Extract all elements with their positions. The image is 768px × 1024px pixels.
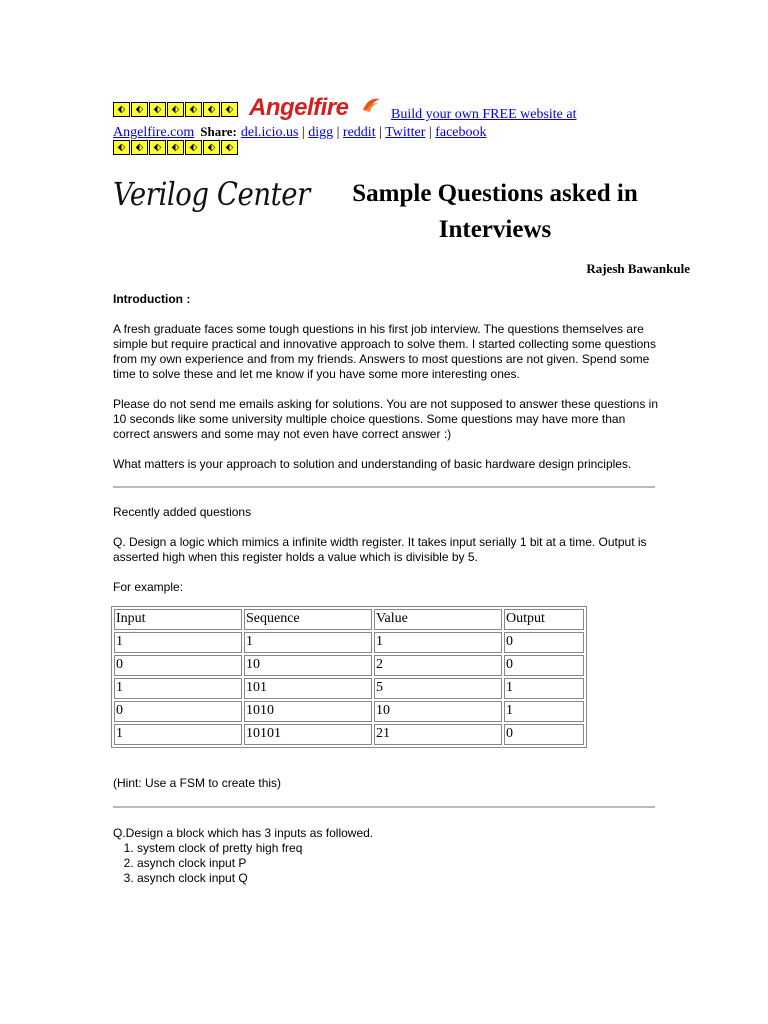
table-cell: 1 [114,632,242,653]
table-cell: 101 [244,678,372,699]
table-row [114,655,584,676]
share-digg-link[interactable]: digg [308,125,334,140]
table-cell: 5 [374,678,502,699]
question-2: Q.Design a block which has 3 inputs as followed. [113,826,374,840]
table-row [114,701,584,722]
table-header-row [114,609,584,630]
table-header-cell: Output [504,609,584,630]
table-header-cell: Sequence [244,609,372,630]
table-cell: 1 [114,724,242,745]
table-cell: 10 [374,701,502,722]
table-cell: 10101 [244,724,372,745]
ad-tile-icon: ⬖ [131,140,148,155]
table-cell: 0 [504,655,584,676]
ad-tile-icon: ⬖ [167,102,184,117]
ad-tile-icon: ⬖ [149,140,166,155]
table-header-cell: Input [114,609,242,630]
question-2-list [113,841,658,886]
share-reddit-link[interactable]: reddit [342,125,376,140]
ad-tile-icon: ⬖ [131,102,148,117]
table-cell: 0 [504,632,584,653]
page-title: Sample Questions asked in Interviews [352,180,638,243]
table-cell: 0 [114,701,242,722]
divider [113,486,655,488]
table-cell: 1 [504,701,584,722]
article-body [113,292,658,886]
table-cell: 0 [114,655,242,676]
ad-tile-icon: ⬖ [149,102,166,117]
ad-tile-row-top [113,102,239,118]
verilog-center-logo: Verilog Center [113,175,310,213]
ad-tile-icon: ⬖ [221,102,238,117]
angelfire-logo[interactable]: Angelfire [249,94,349,121]
ad-tile-icon: ⬖ [167,140,184,155]
table-cell: 1010 [244,701,372,722]
table-cell: 21 [374,724,502,745]
table-cell: 1 [244,632,372,653]
example-table [111,606,587,748]
angelfire-flame-icon [361,96,381,114]
intro-heading: Introduction : [113,292,191,306]
table-cell: 0 [504,724,584,745]
separator: | [336,125,340,140]
ad-tile-icon: ⬖ [185,102,202,117]
question-1: Q. Design a logic which mimics a infinite width register. It takes input serially 1 bit at a time. Output is asserted high when this register holds a value which is divisible by 5. [113,535,647,564]
angelfire-com-link[interactable]: Angelfire.com [113,125,195,140]
hint-text: (Hint: Use a FSM to create this) [113,776,282,790]
ad-tile-icon: ⬖ [203,140,220,155]
table-row [114,724,584,745]
separator: | [379,125,382,140]
list-item: 3. asynch clock input Q [137,871,658,886]
share-label: Share: [200,124,237,139]
ad-tile-icon: ⬖ [221,140,238,155]
build-website-link[interactable]: Build your own FREE website at [391,107,577,122]
share-twitter-link[interactable]: Twitter [385,125,426,140]
table-cell: 2 [374,655,502,676]
table-cell: 1 [374,632,502,653]
example-label: For example: [113,580,184,594]
intro-paragraph: A fresh graduate faces some tough questions in his first job interview. The questions themselves are simple but require practical and innovative approach to solve them. I started collecting some questions from my own experience and from my friends. Answers to most questions are not given. Spend some time to solve these and let me know if you have some more interesting ones. [113,322,656,381]
ad-tile-icon: ⬖ [203,102,220,117]
divider [113,806,655,808]
table-row [114,678,584,699]
table-cell: 1 [114,678,242,699]
list-item: 2. asynch clock input P [137,856,658,871]
recent-heading: Recently added questions [113,505,252,519]
author-name: Rajesh Bawankule [586,261,690,276]
table-header-cell: Value [374,609,502,630]
separator: | [301,125,305,140]
separator: | [428,125,432,140]
ad-tile-row-bottom [113,140,239,156]
ad-tile-icon: ⬖ [113,140,130,155]
ad-tile-icon: ⬖ [185,140,202,155]
table-row [114,632,584,653]
table-cell: 10 [244,655,372,676]
share-facebook-link[interactable]: facebook [435,125,487,140]
share-bar [113,124,487,141]
intro-paragraph: What matters is your approach to solution and understanding of basic hardware design principles. [113,457,632,471]
list-item: 1. system clock of pretty high freq [137,841,658,856]
intro-paragraph: Please do not send me emails asking for solutions. You are not supposed to answer these questions in 10 seconds like some university multiple choice questions. Some questions may have more than correct answers and some may not even have correct answer :) [113,397,659,441]
ad-tile-icon: ⬖ [113,102,130,117]
table-cell: 1 [504,678,584,699]
share-delicious-link[interactable]: del.icio.us [240,125,299,140]
